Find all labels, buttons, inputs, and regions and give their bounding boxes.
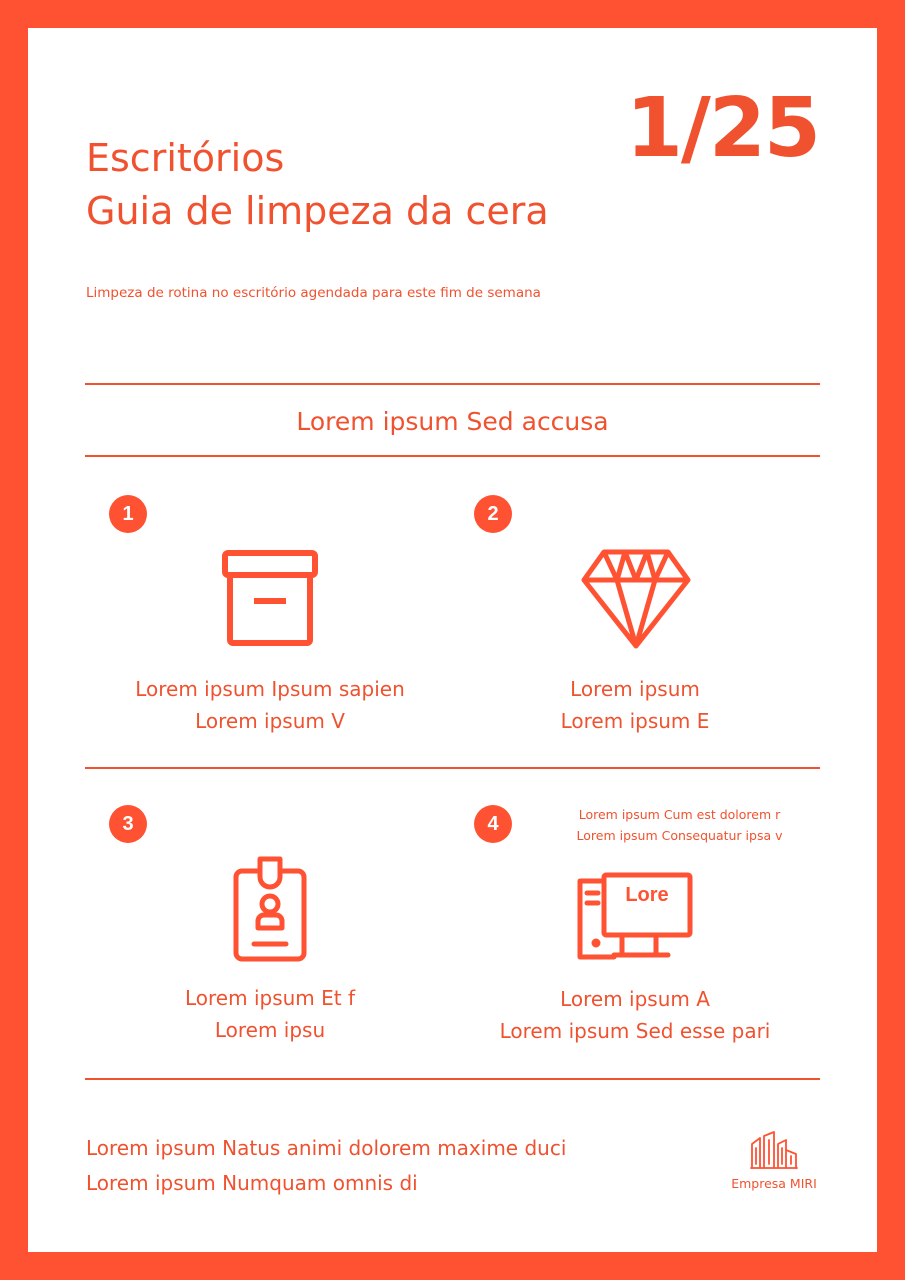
brand-name: Empresa MIRI [731,1176,817,1191]
item-2-caption [450,673,820,737]
item-3-line-1: Lorem ipsum Et f [184,986,356,1010]
item-2-line-1: Lorem ipsum [570,677,700,701]
desktop-computer-icon [576,871,694,961]
buildings-icon [729,1130,819,1170]
screen-label: Lore [625,884,669,906]
divider-bottom [85,1078,820,1080]
item-4-note [573,804,786,846]
title-line-2: Guia de limpeza da cera [86,189,549,233]
item-1-line-1: Lorem ipsum Ipsum sapien [135,677,405,701]
footer-line-1: Lorem ipsum Natus animi dolorem maxime duci [86,1136,567,1160]
item-3-caption [85,982,455,1046]
divider-top [85,383,820,385]
id-badge-icon [232,855,308,963]
step-badge-4: 4 [474,805,512,843]
step-badge-1: 1 [109,495,147,533]
item-3-line-2: Lorem ipsu [214,1018,326,1042]
document-subtitle: Limpeza de rotina no escritório agendada para este fim de semana [86,285,541,301]
item-1-caption [85,673,455,737]
item-1-line-2: Lorem ipsum V [195,709,345,733]
document-page [28,28,877,1252]
item-4-note-line-2: Lorem ipsum Consequatur ipsa v [576,828,783,843]
item-4-caption [450,983,820,1047]
item-4-line-1: Lorem ipsum A [560,987,710,1011]
page-number: 1/25 [625,81,819,176]
title-line-1: Escritórios [86,136,285,180]
brand-logo [729,1130,819,1191]
item-4-note-line-1: Lorem ipsum Cum est dolorem r [578,807,781,822]
step-badge-3: 3 [109,805,147,843]
footer-text [86,1131,566,1201]
archive-box-icon [221,549,319,647]
step-badge-2: 2 [474,495,512,533]
divider-heading [85,455,820,457]
item-4-line-2: Lorem ipsum Sed esse pari [499,1019,771,1043]
item-2-line-2: Lorem ipsum E [560,709,710,733]
footer-line-2: Lorem ipsum Numquam omnis di [86,1171,418,1195]
section-heading: Lorem ipsum Sed accusa [296,407,609,436]
divider-middle [85,767,820,769]
document-title [86,132,549,238]
diamond-icon [580,548,692,650]
